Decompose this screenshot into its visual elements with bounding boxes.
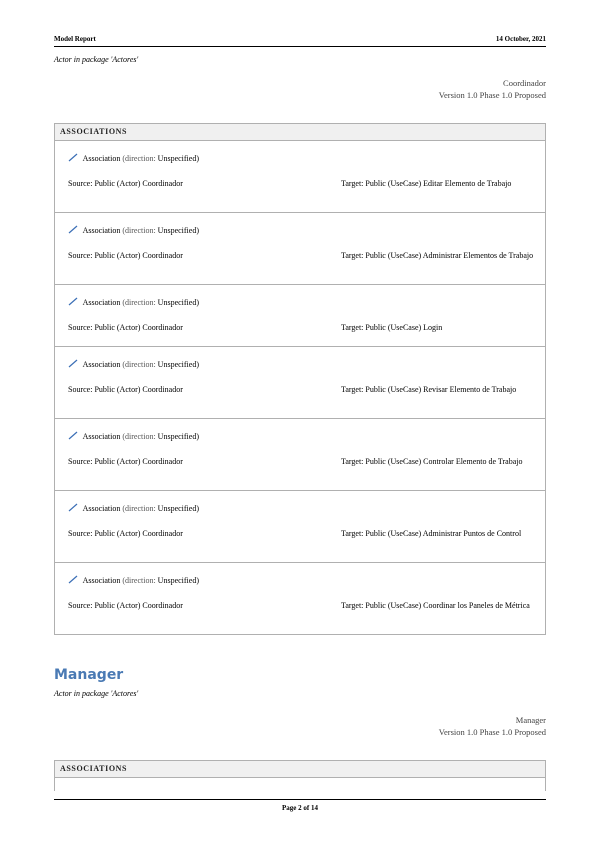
associations-table bbox=[54, 760, 546, 791]
direction-value: Unspecified) bbox=[157, 226, 199, 235]
actor-package-label: Actor in package 'Actores' bbox=[54, 55, 139, 64]
association-icon bbox=[68, 431, 78, 440]
report-date: 14 October, 2021 bbox=[495, 35, 546, 43]
association-title bbox=[68, 575, 199, 585]
direction-value: Unspecified) bbox=[157, 154, 199, 163]
actor-package-label: Actor in package 'Actores' bbox=[54, 689, 139, 698]
actor-name: Coordinador bbox=[503, 78, 546, 88]
association-label: Association bbox=[82, 432, 121, 441]
association-row bbox=[55, 563, 545, 634]
report-title: Model Report bbox=[54, 35, 96, 43]
association-label: Association bbox=[82, 360, 121, 369]
direction-value: Unspecified) bbox=[157, 576, 199, 585]
association-title bbox=[68, 359, 199, 369]
direction-label: (direction: bbox=[122, 298, 156, 307]
association-label: Association bbox=[82, 504, 121, 513]
actor-name: Manager bbox=[515, 715, 546, 725]
association-target: Target: Public (UseCase) Login bbox=[341, 323, 443, 332]
direction-label: (direction: bbox=[122, 576, 156, 585]
association-icon bbox=[68, 225, 78, 234]
association-source: Source: Public (Actor) Coordinador bbox=[68, 385, 183, 394]
association-target: Target: Public (UseCase) Controlar Elemento de Trabajo bbox=[341, 457, 523, 466]
association-title bbox=[68, 503, 199, 513]
direction-label: (direction: bbox=[122, 226, 156, 235]
direction-label: (direction: bbox=[122, 432, 156, 441]
association-icon bbox=[68, 153, 78, 162]
direction-label: (direction: bbox=[122, 154, 156, 163]
association-source: Source: Public (Actor) Coordinador bbox=[68, 601, 183, 610]
association-row bbox=[55, 347, 545, 419]
association-target: Target: Public (UseCase) Administrar Puntos de Control bbox=[341, 529, 522, 538]
associations-header: ASSOCIATIONS bbox=[55, 761, 545, 778]
page-header bbox=[54, 35, 546, 47]
actor-meta bbox=[439, 714, 546, 738]
association-label: Association bbox=[82, 298, 121, 307]
association-row bbox=[55, 491, 545, 563]
version-line: Version 1.0 Phase 1.0 Proposed bbox=[438, 90, 546, 100]
association-target: Target: Public (UseCase) Coordinar los Paneles de Métrica bbox=[341, 601, 530, 610]
association-source: Source: Public (Actor) Coordinador bbox=[68, 457, 183, 466]
association-label: Association bbox=[82, 226, 121, 235]
association-icon bbox=[68, 297, 78, 306]
association-title bbox=[68, 225, 199, 235]
version-line: Version 1.0 Phase 1.0 Proposed bbox=[438, 727, 546, 737]
association-source: Source: Public (Actor) Coordinador bbox=[68, 529, 183, 538]
association-title bbox=[68, 153, 199, 163]
association-label: Association bbox=[82, 154, 121, 163]
direction-value: Unspecified) bbox=[157, 360, 199, 369]
association-row bbox=[55, 419, 545, 491]
association-row bbox=[55, 285, 545, 347]
direction-value: Unspecified) bbox=[157, 504, 199, 513]
associations-header: ASSOCIATIONS bbox=[55, 124, 545, 141]
associations-table bbox=[54, 123, 546, 635]
association-icon bbox=[68, 359, 78, 368]
association-title bbox=[68, 431, 199, 441]
association-icon bbox=[68, 503, 78, 512]
section-title: Manager bbox=[54, 667, 124, 683]
association-icon bbox=[68, 575, 78, 584]
association-title bbox=[68, 297, 199, 307]
association-source: Source: Public (Actor) Coordinador bbox=[68, 179, 183, 188]
association-row bbox=[55, 213, 545, 285]
page-footer: Page 2 of 14 bbox=[54, 799, 546, 812]
association-target: Target: Public (UseCase) Revisar Elemento de Trabajo bbox=[341, 385, 517, 394]
actor-meta bbox=[439, 77, 546, 101]
association-target: Target: Public (UseCase) Administrar Elementos de Trabajo bbox=[341, 251, 534, 260]
association-source: Source: Public (Actor) Coordinador bbox=[68, 323, 183, 332]
direction-label: (direction: bbox=[122, 360, 156, 369]
direction-value: Unspecified) bbox=[157, 298, 199, 307]
association-target: Target: Public (UseCase) Editar Elemento de Trabajo bbox=[341, 179, 512, 188]
association-source: Source: Public (Actor) Coordinador bbox=[68, 251, 183, 260]
association-row bbox=[55, 141, 545, 213]
direction-value: Unspecified) bbox=[157, 432, 199, 441]
association-label: Association bbox=[82, 576, 121, 585]
direction-label: (direction: bbox=[122, 504, 156, 513]
